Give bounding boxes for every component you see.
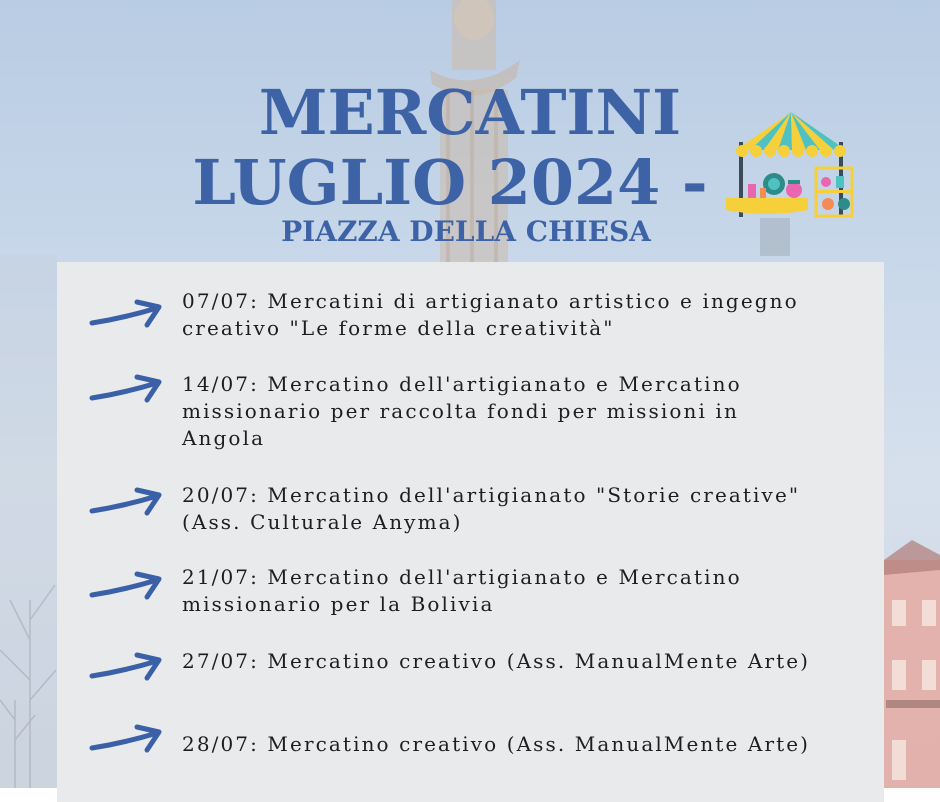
event-text: 14/07: Mercatino dell'artigianato e Mercatino missionario per raccolta fondi per missioni in Angola: [182, 372, 742, 450]
events-panel: [57, 262, 884, 802]
title-line-2: LUGLIO 2024 -: [192, 146, 708, 219]
right-arrow-icon: [89, 296, 165, 330]
title-line-1: MERCATINI: [258, 76, 682, 149]
market-stall-icon: [722, 110, 862, 229]
event-text: 21/07: Mercatino dell'artigianato e Mercatino missionario per la Bolivia: [182, 565, 742, 616]
event-text: 27/07: Mercatino creativo (Ass. ManualMente Arte): [182, 649, 811, 673]
event-text: 28/07: Mercatino creativo (Ass. ManualMente Arte): [182, 732, 811, 756]
event-text: 07/07: Mercatini di artigianato artistico e ingegno creativo "Le forme della creatività": [182, 289, 799, 340]
right-arrow-icon: [89, 484, 165, 518]
right-arrow-icon: [89, 721, 165, 755]
subtitle: PIAZZA DELLA CHIESA: [281, 215, 651, 248]
event-text: 20/07: Mercatino dell'artigianato "Storie creative" (Ass. Culturale Anyma): [182, 483, 801, 534]
right-arrow-icon: [89, 649, 165, 683]
right-arrow-icon: [89, 568, 165, 602]
right-arrow-icon: [89, 371, 165, 405]
